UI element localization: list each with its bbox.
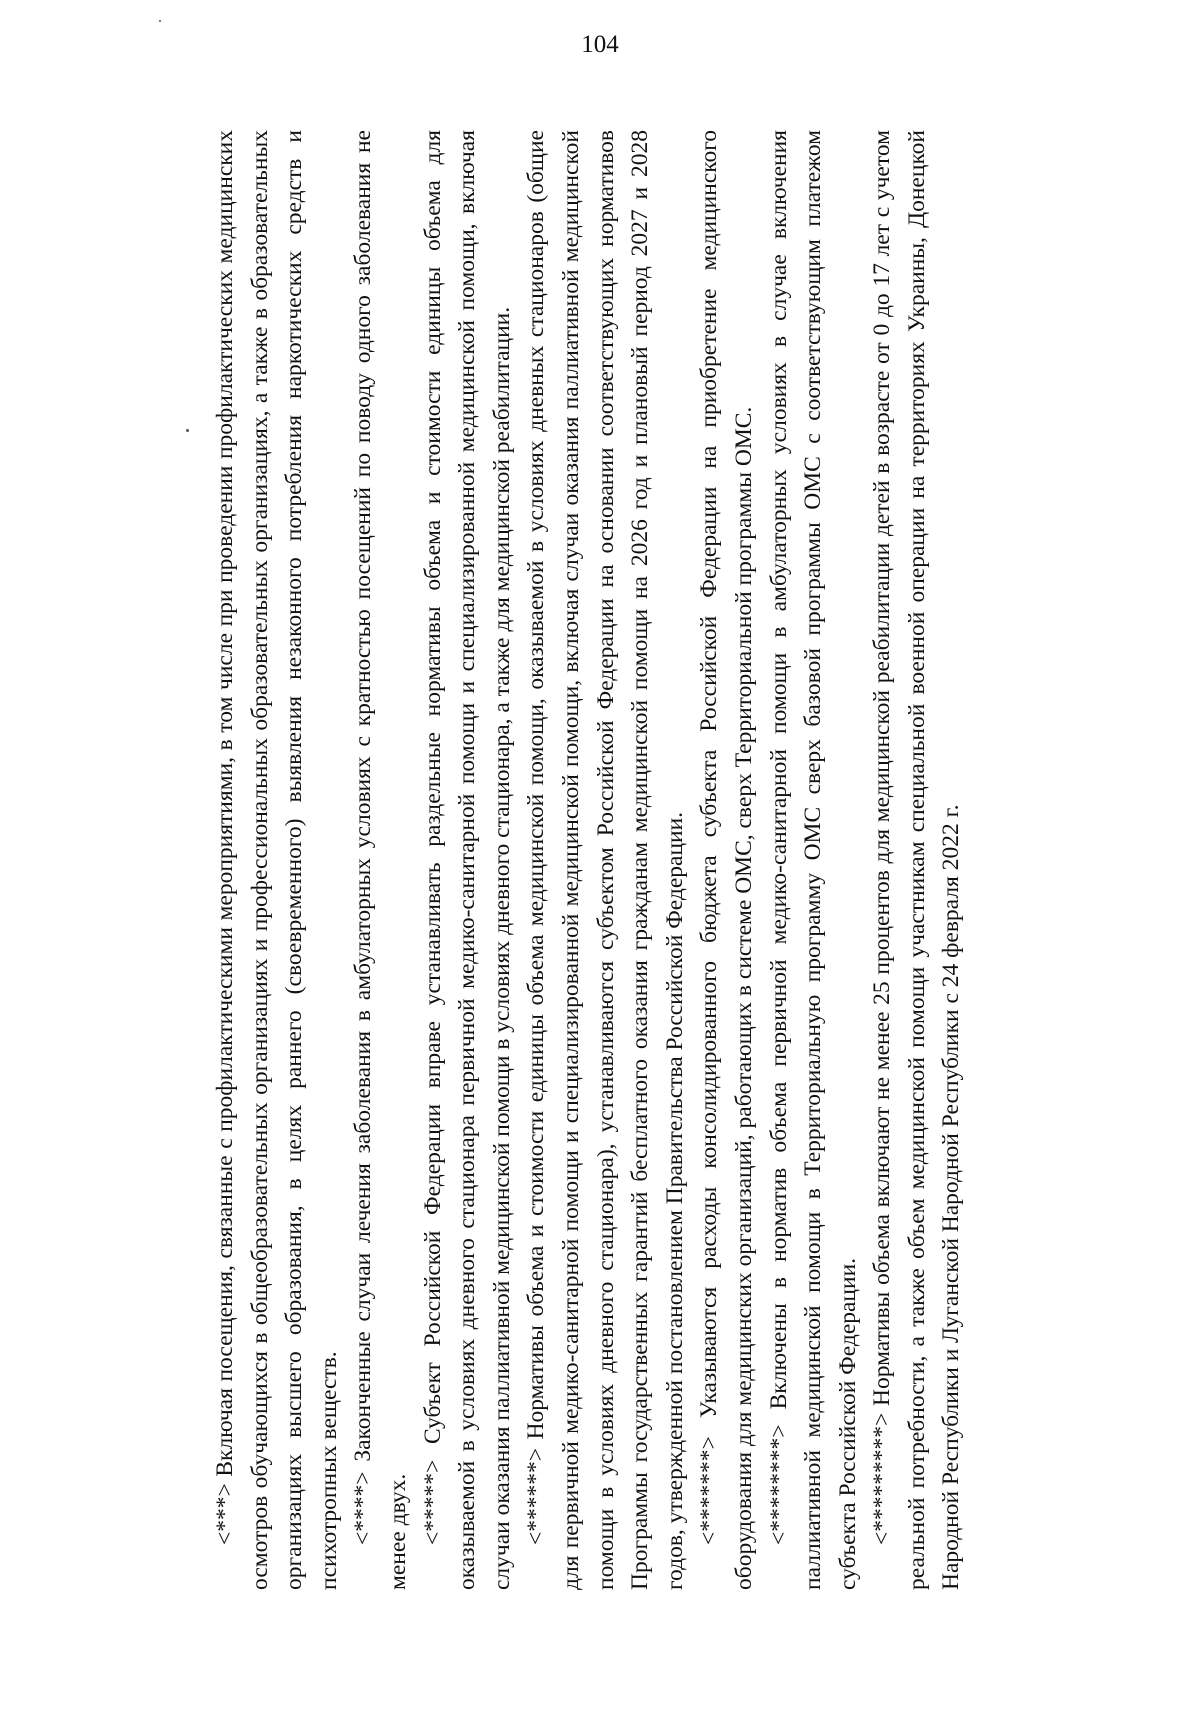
footnote-7-stars: <*******> Указываются расходы консолидированного бюджета субъекта Российской Федерации на приобретение медицинского оборудования для медицинских организаций, работающих в системе ОМС, сверх Территориальной программы ОМС. [696, 130, 757, 1590]
footnotes-block [208, 130, 969, 1590]
footnote-5-stars: <*****> Субъект Российской Федерации вправе устанавливать раздельные нормативы объема и стоимости единицы объема для оказываемой в условиях дневного стационара первичной медико-санитарной помощи и специализированной медицинской помощи, включая случаи оказания паллиативной медицинской помощи в условиях дневного стационара, а также для медицинской реабилитации. [419, 130, 515, 1590]
page-number: 104 [581, 31, 619, 58]
footnote-8-stars: <********> Включены в норматив объема первичной медико-санитарной помощи в амбулаторных условиях в случае включения паллиативной медицинской помощи в Территориальную программу ОМС сверх базовой программы ОМС с соответствующим платежом субъекта Российской Федерации. [765, 130, 861, 1590]
footnote-9-stars: <*********> Нормативы объема включают не менее 25 процентов для медицинской реабилитации детей в возрасте от 0 до 17 лет с учетом реальной потребности, а также объем медицинской помощи участникам специальной военной операции на территориях Украины, Донецкой Народной Республики и Луганской Народной Республики с 24 февраля 2022 г. [869, 130, 965, 1590]
footnote-3-stars: <***> Включая посещения, связанные с профилактическими мероприятиями, в том числе при проведении профилактических медицинских осмотров обучающихся в общеобразовательных организациях и профессиональных образовательных организациях, а также в образовательных организациях высшего образования, в целях раннего (своевременного) выявления незаконного потребления наркотических средств и психотропных веществ. [212, 130, 342, 1590]
footnote-6-stars: <******> Нормативы объема и стоимости единицы объема медицинской помощи, оказываемой в условиях дневных стационаров (общие для первичной медико-санитарной помощи и специализированной медицинской помощи, включая случаи оказания паллиативной медицинской помощи в условиях дневного стационара), устанавливаются субъектом Российской Федерации на основании соответствующих нормативов Программы государственных гарантий бесплатного оказания гражданам медицинской помощи на 2026 год и плановый период 2027 и 2028 годов, утвержденной постановлением Правительства Российской Федерации. [523, 130, 688, 1590]
scan-speck [186, 429, 189, 432]
scan-speck [159, 20, 161, 22]
footnote-4-stars: <****> Законченные случаи лечения заболевания в амбулаторных условиях с кратностью посещений по поводу одного заболевания не менее двух. [350, 130, 411, 1590]
